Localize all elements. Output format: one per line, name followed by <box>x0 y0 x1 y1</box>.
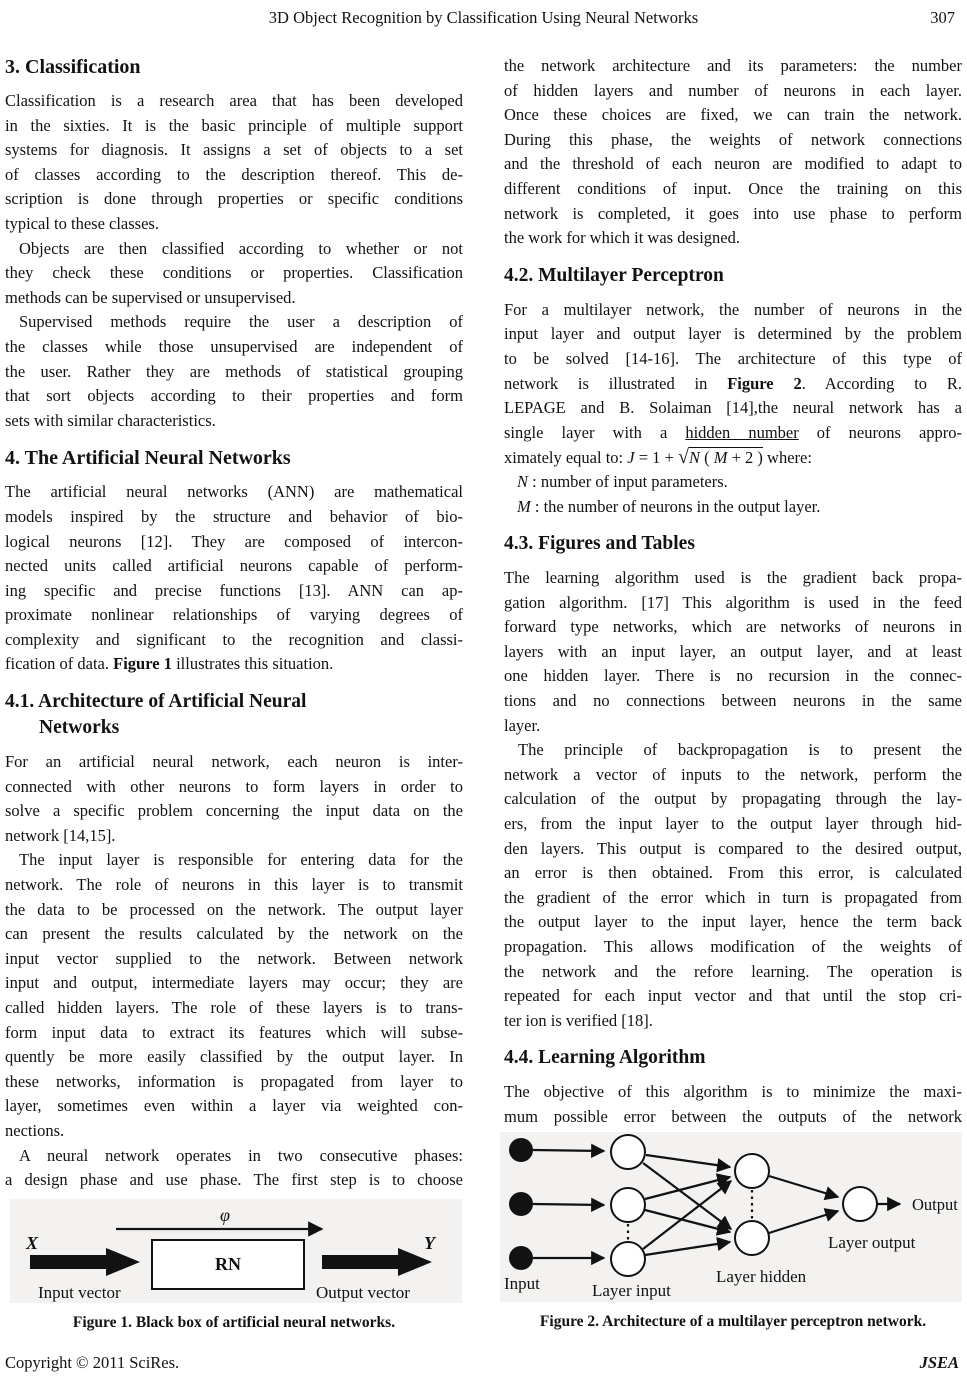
figure2-panel <box>500 1132 962 1302</box>
output-vector-label: Output vector <box>316 1282 410 1302</box>
paragraph <box>504 470 962 519</box>
text-line: the data to be processed on the network. The output layer <box>5 899 463 919</box>
text-line: tions and no connections between neurons in the same <box>504 691 962 711</box>
text-line: mum possible error between the outputs of the network <box>504 1106 962 1126</box>
figure2-caption: Figure 2. Architecture of a multilayer perceptron network. <box>539 1312 927 1330</box>
connection-arrow <box>533 1150 604 1151</box>
text-line: the user. Rather they are methods of statistical grouping <box>5 361 463 381</box>
section-heading <box>504 531 962 557</box>
figure1-diagram <box>10 1199 462 1303</box>
text-line: ximately equal to: J = 1 + √N ( M + 2 ) where: <box>504 446 812 469</box>
input-dot <box>509 1246 533 1270</box>
paragraph <box>5 480 463 677</box>
text-line: network is illustrated in Figure 2. According to R. <box>504 373 962 393</box>
text-line: and the threshold of each neuron are modified to adapt to <box>504 154 962 174</box>
figure1-panel <box>10 1199 462 1303</box>
page-number: 307 <box>930 8 955 27</box>
text-line: that sort objects according to their properties and form <box>5 386 463 406</box>
output-node <box>843 1187 877 1221</box>
text-line: the network and the refore learning. The operation is <box>504 961 962 981</box>
connection-arrow <box>643 1181 731 1249</box>
text-line: Supervised methods require the user a description of <box>19 312 463 332</box>
text-line: The input layer is responsible for entering data for the <box>19 850 463 870</box>
text-line: nections. <box>5 1120 65 1140</box>
paragraph <box>504 54 962 251</box>
text-line: input vector supplied to the network. Between network <box>5 948 463 968</box>
connection-arrow <box>646 1155 730 1167</box>
text-line: network is completed, it goes into use phase to perform <box>504 203 962 223</box>
text-line: in the sixties. It is the basic principle of multiple support <box>5 115 463 135</box>
text-line: calculation of the output by propagating through the lay- <box>504 789 962 809</box>
section-heading <box>5 445 463 471</box>
column-left <box>5 50 463 1332</box>
output-arrow <box>322 1248 432 1276</box>
text-line: The principle of backpropagation is to present the <box>518 740 962 760</box>
heading-line: 4.4. Learning Algorithm <box>504 1047 706 1069</box>
text-line: single layer with a hidden number of neurons appro- <box>504 422 963 442</box>
text-line: For a multilayer network, the number of neurons in the <box>504 299 962 319</box>
text-line: to be solved [14-16]. The architecture of this type of <box>504 348 962 368</box>
text-line: ter ion is verified [18]. <box>504 1010 653 1030</box>
paragraph <box>5 750 463 848</box>
text-line: methods can be supervised or unsupervised. <box>5 287 296 307</box>
layer-input-label: Layer input <box>592 1280 671 1300</box>
input-dot <box>509 1192 533 1216</box>
text-line: ers, from the input layer to the output layer through hid- <box>504 814 962 834</box>
layer-output-label: Layer output <box>828 1232 916 1252</box>
output-label: Output <box>912 1194 958 1214</box>
text-line: solve a specific problem concerning the input data on the <box>5 801 463 821</box>
text-line: a design phase and use phase. The first step is to choose <box>5 1170 463 1190</box>
connection-arrow <box>645 1242 730 1255</box>
text-line: input layer and output layer is determined by the problem <box>504 324 962 344</box>
text-line: gation algorithm. [17] This algorithm is used in the feed <box>504 592 962 612</box>
paragraph <box>5 848 463 1143</box>
text-line: Classification is a research area that has been developed <box>5 91 463 110</box>
text-line: different conditions of input. Once the training on this <box>504 178 962 198</box>
x-label: X <box>26 1232 39 1253</box>
paragraph <box>5 89 463 237</box>
text-line: input and output, intermediate layers may occur; they are <box>5 973 463 993</box>
text-line: den layers. This output is compared to the desired output, <box>504 838 962 858</box>
right-column-text <box>504 54 962 1130</box>
layer-hidden-label: Layer hidden <box>716 1266 807 1286</box>
text-line: The learning algorithm used is the gradient back propa- <box>504 568 962 588</box>
phi-label: φ <box>220 1204 230 1225</box>
text-line: network. The role of neurons in this layer is to transmit <box>5 875 463 895</box>
text-line: systems for diagnosis. It assigns a set of objects to a set <box>5 140 463 160</box>
text-line: called hidden layers. The role of these layers is to trans- <box>5 998 463 1017</box>
text-line: ing specific and precise functions [13]. ANN can ap- <box>5 580 463 600</box>
text-line: they check these conditions or properties. Classification <box>5 263 463 283</box>
heading-line: Networks <box>39 717 120 739</box>
text-line: models inspired by the structure and behavior of bio- <box>5 506 463 526</box>
text-line: sets with similar characteristics. <box>5 410 216 430</box>
text-line: the network architecture and its parameters: the number <box>504 56 962 75</box>
connection-arrow <box>533 1204 604 1205</box>
text-line: an error is then obtained. From this error, is calculated <box>504 863 962 883</box>
text-line: network a vector of inputs to the network, perform the <box>504 764 962 784</box>
text-line: N : number of input parameters. <box>517 471 728 491</box>
section-heading <box>5 54 463 80</box>
heading-line: 4.3. Figures and Tables <box>504 533 695 555</box>
text-line: For an artificial neural network, each neuron is inter- <box>5 752 463 772</box>
text-line: During this phase, the weights of network connections <box>504 129 962 149</box>
paragraph <box>504 298 962 470</box>
heading-line: 3. Classification <box>5 56 141 78</box>
text-line: the work for which it was designed. <box>504 228 740 248</box>
figure2-diagram <box>500 1132 962 1302</box>
text-line: typical to these classes. <box>5 213 159 233</box>
section-heading <box>504 1045 962 1071</box>
paragraph <box>5 237 463 311</box>
rn-label: RN <box>215 1253 241 1274</box>
text-line: layer, sometimes even within a layer via weighted con- <box>5 1096 463 1116</box>
input-arrow <box>30 1248 140 1276</box>
text-line: forward type networks, which are networks of neurons in <box>504 617 962 637</box>
connection-arrow <box>769 1176 838 1197</box>
text-line: the output layer to the input layer, hence the term back <box>504 912 962 932</box>
section-heading <box>5 689 463 741</box>
heading-line: 4.1. Architecture of Artificial Neural <box>5 691 307 713</box>
input-node <box>611 1135 645 1169</box>
text-line: of hidden layers and number of neurons in each layer. <box>504 80 962 100</box>
input-node <box>611 1242 645 1276</box>
connection-arrow <box>769 1211 838 1233</box>
paragraph <box>504 1080 962 1129</box>
text-line: propagation. This allows modification of the weights of <box>504 937 962 956</box>
left-column-text <box>5 54 463 1193</box>
text-line: The objective of this algorithm is to minimize the maxi- <box>504 1082 962 1102</box>
text-line: layers with an input layer, an output layer, and at least <box>504 641 962 661</box>
input-vector-label: Input vector <box>38 1282 121 1302</box>
heading-line: 4.2. Multilayer Perceptron <box>504 264 724 286</box>
text-line: repeated for each input vector and that until the stop cri- <box>504 986 962 1006</box>
text-line: the classes while those unsupervised are independent of <box>5 336 463 356</box>
text-line: form input data to extract its features which will subse- <box>5 1022 463 1042</box>
text-line: connected with other neurons to form layers in order to <box>5 776 463 796</box>
text-line: LEPAGE and B. Solaiman [14],the neural network has a <box>504 398 962 418</box>
text-line: Once these choices are fixed, we can train the network. <box>504 105 962 125</box>
text-line: these networks, information is propagated from layer to <box>5 1071 463 1091</box>
paragraph <box>5 1144 463 1193</box>
text-line: complexity and significant to the recognition and classi- <box>5 629 463 649</box>
text-line: fication of data. Figure 1 illustrates this situation. <box>5 654 334 674</box>
figure1-caption: Figure 1. Black box of artificial neural networks. <box>72 1313 396 1331</box>
text-line: can present the results calculated by the network on the <box>5 924 463 944</box>
text-line: layer. <box>504 715 541 735</box>
text-line: logical neurons [12]. They are composed of intercon- <box>5 531 463 551</box>
section-heading <box>504 263 962 289</box>
text-line: of classes according to the description thereof. This de- <box>5 164 463 184</box>
y-label: Y <box>424 1232 435 1253</box>
input-label: Input <box>504 1273 540 1293</box>
hidden-node <box>735 1221 769 1255</box>
text-line: the gradient of the error which in turn is propagated from <box>504 887 962 907</box>
header-title: 3D Object Recognition by Classification Using Neural Networks <box>268 8 699 27</box>
text-line: A neural network operates in two consecutive phases: <box>19 1145 463 1165</box>
input-dot <box>509 1138 533 1162</box>
paragraph <box>5 310 463 433</box>
text-line: Objects are then classified according to whether or not <box>19 238 463 258</box>
text-line: nected units called artificial neurons capable of perform- <box>5 556 463 576</box>
copyright-text: Copyright © 2011 SciRes. <box>5 1353 180 1372</box>
input-node <box>611 1188 645 1222</box>
paragraph <box>504 566 962 738</box>
text-line: network [14,15]. <box>5 825 116 845</box>
text-line: quently be more easily classified by the output layer. In <box>5 1047 463 1067</box>
hidden-node <box>735 1154 769 1188</box>
text-line: scription is done through properties or specific conditions <box>5 189 463 209</box>
text-line: The artificial neural networks (ANN) are mathematical <box>5 482 463 502</box>
column-right <box>504 50 962 1331</box>
text-line: M : the number of neurons in the output layer. <box>517 496 821 516</box>
text-line: proximate nonlinear relationships of varying degrees of <box>5 605 463 625</box>
heading-line: 4. The Artificial Neural Networks <box>5 447 291 470</box>
paragraph <box>504 738 962 1033</box>
text-line: one hidden layer. There is no recursion in the connec- <box>504 666 962 686</box>
journal-name: JSEA <box>919 1353 959 1372</box>
